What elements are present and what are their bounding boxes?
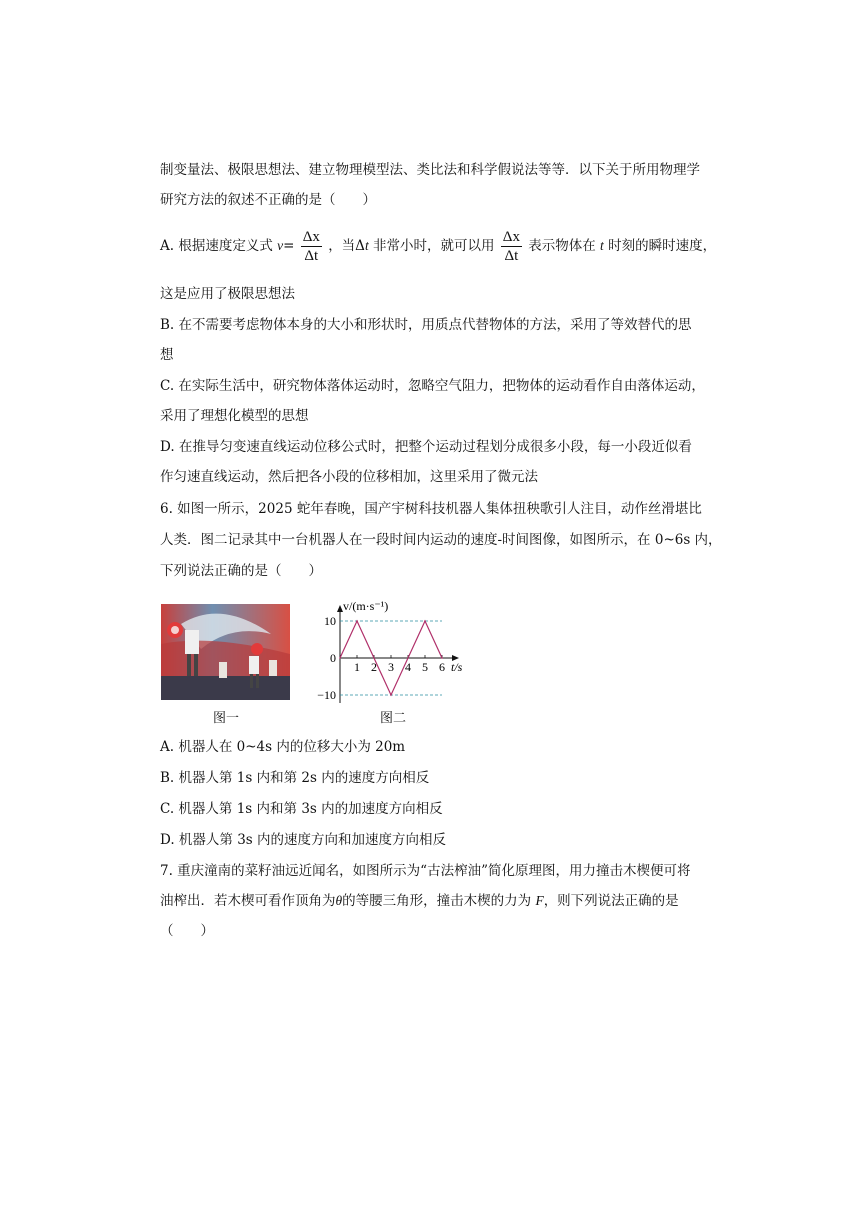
x-tick-label: 4 <box>405 660 411 674</box>
x-axis-label: t/s <box>451 660 463 674</box>
data-point <box>390 694 392 696</box>
q5-option-b-line-2: 想 <box>160 347 174 363</box>
q6-line-3: 下列说法正确的是（ ） <box>160 563 322 579</box>
y-tick-label: 0 <box>330 651 336 665</box>
x-tick-label: 1 <box>354 660 360 674</box>
q5-option-d-line-2: 作匀速直线运动，然后把各小段的位移相加，这里采用了微元法 <box>160 469 538 485</box>
q5-option-d-line-1: D. 在推导匀变速直线运动位移公式时，把整个运动过程划分成很多小段，每一小段近似看 <box>160 439 692 455</box>
q6-option-d: D. 机器人第 3s 内的速度方向和加速度方向相反 <box>160 832 447 848</box>
fraction-dx-dt: $\frac{\Delta x}{\Delta t}$ <box>302 229 320 264</box>
q7-line-1: 7. 重庆潼南的菜籽油远近闻名，如图所示为“古法榨油”简化原理图，用力撞击木楔便可将 <box>160 863 691 879</box>
q5-option-b-line-1: B. 在不需要考虑物体本身的大小和形状时，用质点代替物体的方法，采用了等效替代的思 <box>160 317 692 333</box>
fraction-dx-dt-2: $\frac{\Delta x}{\Delta t}$ <box>502 229 520 264</box>
y-tick-label: 10 <box>324 614 336 628</box>
q6-line-2: 人类．图二记录其中一台机器人在一段时间内运动的速度-时间图像，如图所示，在 0~6s 内， <box>160 532 722 548</box>
q5-option-c-line-2: 采用了理想化模型的思想 <box>160 408 309 424</box>
q7-line-3: （ ） <box>160 923 214 939</box>
data-point <box>339 657 341 659</box>
robot-performance-photo <box>161 604 290 700</box>
data-point <box>356 620 358 622</box>
q5-option-a: A. 根据速度定义式 v= $\frac{\Delta x}{\Delta t}$ ，当Δt 非常小时，就可以用 $\frac{\Delta x}{\Delta t}$ 表示物体在 t 时刻的瞬时速度， <box>160 229 717 264</box>
q6-option-b: B. 机器人第 1s 内和第 2s 内的速度方向相反 <box>160 770 430 786</box>
intro-line-2: 研究方法的叙述不正确的是（ ） <box>160 192 376 208</box>
q6-option-a: A. 机器人在 0~4s 内的位移大小为 20m <box>160 739 406 755</box>
x-tick-label: 5 <box>422 660 428 674</box>
data-point <box>441 657 443 659</box>
q5-option-a-line-2: 这是应用了极限思想法 <box>160 286 295 302</box>
y-tick-label: −10 <box>317 688 336 702</box>
data-point <box>424 620 426 622</box>
intro-line-1: 制变量法、极限思想法、建立物理模型法、类比法和科学假说法等等．以下关于所用物理学 <box>160 162 700 178</box>
q6-option-c: C. 机器人第 1s 内和第 3s 内的加速度方向相反 <box>160 801 443 817</box>
x-tick-label: 6 <box>439 660 445 674</box>
q7-line-2: 油榨出．若木楔可看作顶角为θ的等腰三角形，撞击木楔的力为 F，则下列说法正确的是 <box>160 893 679 909</box>
x-tick-label: 3 <box>388 660 394 674</box>
figure-2-caption: 图二 <box>380 711 407 726</box>
x-tick-label: 2 <box>371 660 377 674</box>
figure-1-caption: 图一 <box>213 711 240 726</box>
y-axis-label: v/(m·s⁻¹) <box>343 599 389 613</box>
velocity-time-chart <box>300 590 480 710</box>
q5-option-c-line-1: C. 在实际生活中，研究物体落体运动时，忽略空气阻力，把物体的运动看作自由落体运动， <box>160 378 705 394</box>
q6-line-1: 6. 如图一所示，2025 蛇年春晚，国产宇树科技机器人集体扭秧歌引人注目，动作丝滑堪比 <box>160 501 702 517</box>
